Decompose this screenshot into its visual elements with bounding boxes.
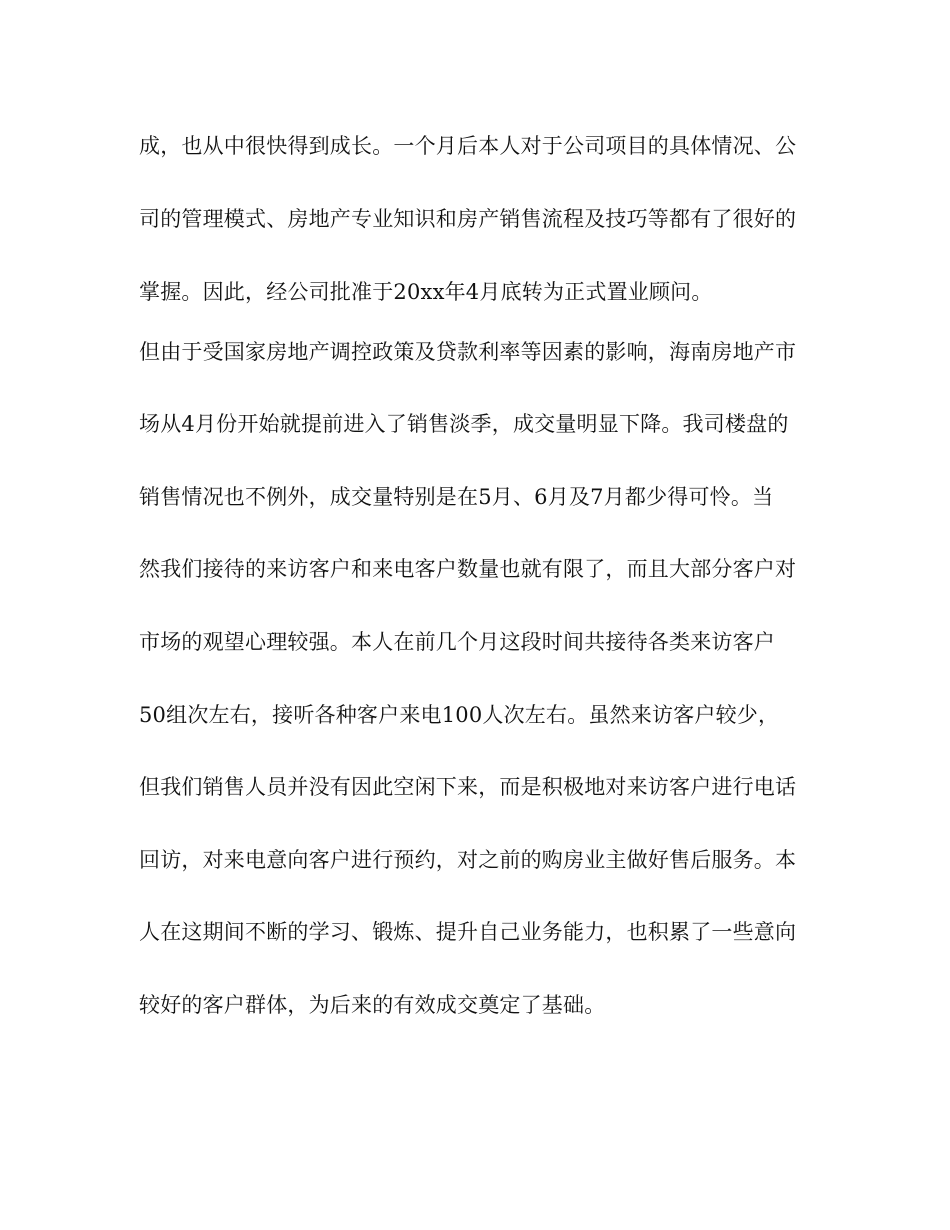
text-line: 司的管理模式、房地产专业知识和房产销售流程及技巧等都有了很好的 (139, 207, 797, 231)
text-line: 人在这期间不断的学习、锻炼、提升自己业务能力，也积累了一些意向 (139, 920, 797, 944)
text-line: 回访，对来电意向客户进行预约，对之前的购房业主做好售后服务。本 (139, 848, 797, 872)
text-line: 场从4月份开始就提前进入了销售淡季，成交量明显下降。我司楼盘的 (139, 412, 789, 436)
text-line: 掌握。因此，经公司批准于20xx年4月底转为正式置业顾问。 (139, 280, 713, 304)
text-line: 销售情况也不例外，成交量特别是在5月、6月及7月都少得可怜。当 (139, 485, 774, 509)
text-line: 50组次左右，接听各种客户来电100人次左右。虽然来访客户较少， (139, 703, 780, 727)
text-line: 然我们接待的来访客户和来电客户数量也就有限了，而且大部分客户对 (139, 557, 797, 581)
text-line: 但由于受国家房地产调控政策及贷款利率等因素的影响，海南房地产市 (139, 340, 797, 364)
text-line: 较好的客户群体，为后来的有效成交奠定了基础。 (139, 993, 606, 1017)
text-line: 市场的观望心理较强。本人在前几个月这段时间共接待各类来访客户 (139, 630, 775, 654)
text-line: 成，也从中很快得到成长。一个月后本人对于公司项目的具体情况、公 (139, 134, 797, 158)
text-line: 但我们销售人员并没有因此空闲下来，而是积极地对来访客户进行电话 (139, 775, 797, 799)
